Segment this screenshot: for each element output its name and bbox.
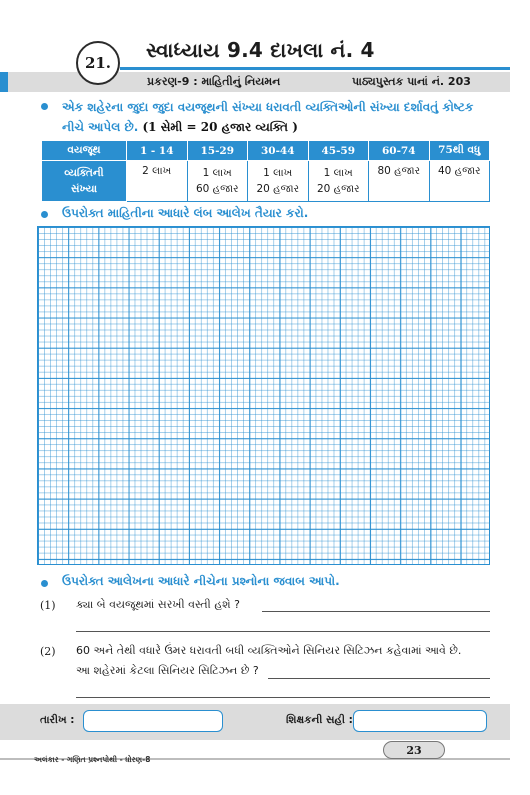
question-number: (1) bbox=[40, 599, 56, 612]
table-col-header: 75થી વધુ bbox=[429, 141, 490, 161]
page-number: 23 bbox=[406, 743, 422, 757]
table-cell bbox=[248, 161, 309, 202]
scale-note: (1 સેમી = 20 હજાર વ્યક્તિ ) bbox=[142, 120, 298, 134]
question-text: આ શહેરમાં કેટલા સિનિયર સિટિઝન છે ? bbox=[76, 664, 259, 677]
table-row-header-age: વયજૂથ bbox=[42, 141, 127, 161]
answer-instruction: ઉપરોક્ત આલેખના આધારે નીચેના પ્રશ્નોના જવાબ આપો. bbox=[62, 574, 340, 588]
question-number: (2) bbox=[40, 645, 56, 658]
cell-value: 40 હજાર bbox=[437, 165, 481, 177]
table-col-header: 1 - 14 bbox=[127, 141, 188, 161]
cell-value: 80 હજાર bbox=[377, 165, 421, 177]
age-group-table bbox=[41, 140, 490, 202]
cell-value: 1 લાખ bbox=[263, 167, 293, 179]
bullet-icon bbox=[41, 211, 48, 218]
teacher-sign-field[interactable] bbox=[353, 710, 487, 732]
table-row-header-count bbox=[42, 161, 127, 202]
question-intro-line2: નીચે આપેલ છે. bbox=[62, 120, 139, 134]
date-label: તારીખ : bbox=[40, 714, 75, 726]
page-title: સ્વાધ્યાય 9.4 દાખલા નં. 4 bbox=[146, 38, 375, 62]
cell-value: 2 લાખ bbox=[142, 165, 172, 177]
chapter-label: પ્રકરણ-9 : માહિતીનું નિયમન bbox=[147, 75, 281, 88]
table-cell bbox=[369, 161, 430, 202]
question-text: ક્યા બે વયજૂથમાં સરખી વસ્તી હશે ? bbox=[76, 598, 240, 611]
textbook-page-label: પાઠ્યપુસ્તક પાનાં નં. 203 bbox=[352, 75, 471, 88]
cell-value: 1 લાખ bbox=[323, 167, 353, 179]
bullet-icon bbox=[41, 580, 48, 587]
answer-line[interactable] bbox=[76, 697, 490, 698]
table-col-header: 60-74 bbox=[369, 141, 430, 161]
table-cell bbox=[187, 161, 248, 202]
table-col-header: 45-59 bbox=[308, 141, 369, 161]
cell-value: 60 હજાર bbox=[195, 183, 239, 195]
table-cell bbox=[127, 161, 188, 202]
cell-value: 20 હજાર bbox=[316, 183, 360, 195]
table-cell bbox=[308, 161, 369, 202]
table-col-header: 15-29 bbox=[187, 141, 248, 161]
graph-instruction: ઉપરોક્ત માહિતીના આધારે લંબ આલેખ તૈયાર કરો. bbox=[62, 206, 309, 220]
row-header-line: વ્યક્તિની bbox=[64, 167, 104, 179]
answer-line[interactable] bbox=[268, 678, 490, 679]
table-col-header: 30-44 bbox=[248, 141, 309, 161]
page-number-badge bbox=[383, 741, 445, 759]
table-cell bbox=[429, 161, 490, 202]
title-underline bbox=[120, 67, 510, 70]
exercise-number: 21. bbox=[84, 54, 112, 72]
exercise-number-badge bbox=[76, 41, 120, 85]
question-text: 60 અને તેથી વધારે ઉંમર ધરાવતી બધી વ્યક્તિઓને સિનિયર સિટિઝન કહેવામાં આવે છે. bbox=[76, 644, 462, 657]
cell-value: 1 લાખ bbox=[202, 167, 232, 179]
graph-paper[interactable] bbox=[37, 226, 490, 565]
answer-line[interactable] bbox=[262, 611, 490, 612]
question-intro-line1: એક શહેરના જુદા જુદા વયજૂથની સંખ્યા ધરાવતી વ્યક્તિઓની સંખ્યા દર્શાવતું કોષ્ટક bbox=[62, 100, 474, 114]
bullet-icon bbox=[41, 103, 48, 110]
teacher-sign-label: શિક્ષકની સહી : bbox=[286, 714, 353, 726]
date-field[interactable] bbox=[83, 710, 223, 732]
question-intro bbox=[62, 97, 502, 137]
answer-line[interactable] bbox=[76, 631, 490, 632]
cell-value: 20 હજાર bbox=[256, 183, 300, 195]
row-header-line: સંખ્યા bbox=[70, 183, 98, 195]
subheader-accent bbox=[0, 72, 8, 92]
book-name: અલંકાર - ગણિત પ્રશ્નપોથી - ધોરણ-8 bbox=[34, 755, 151, 764]
